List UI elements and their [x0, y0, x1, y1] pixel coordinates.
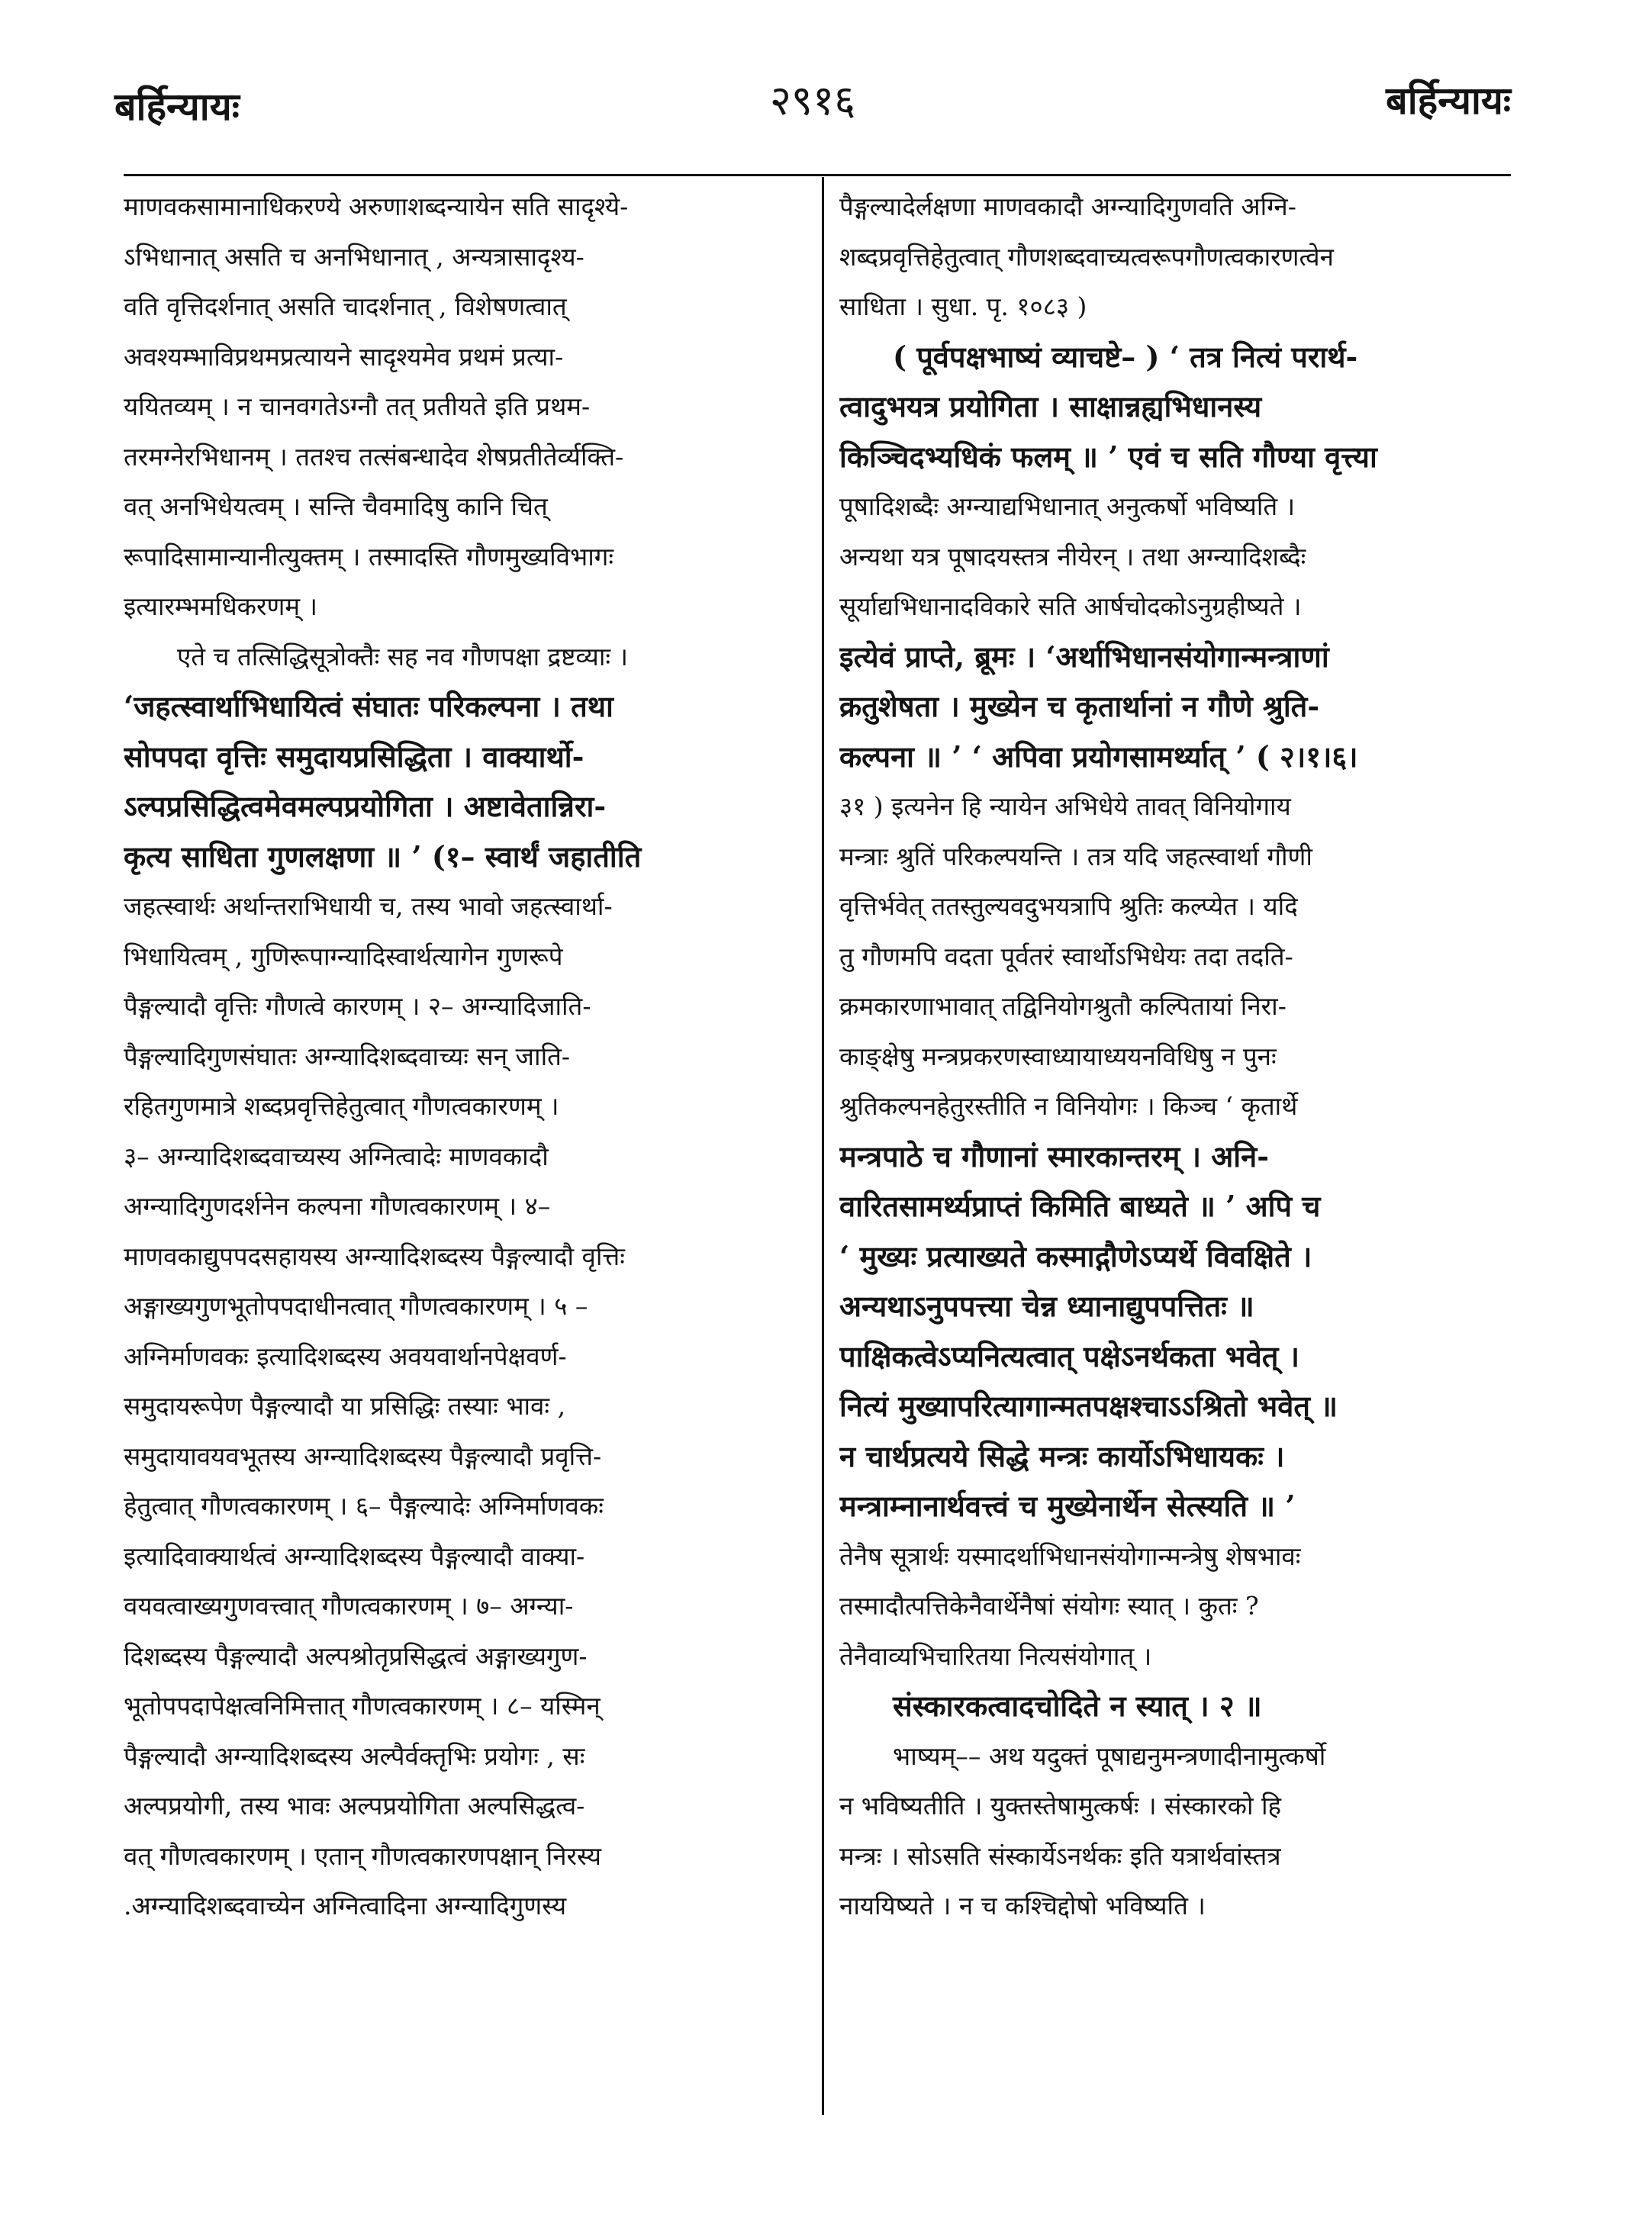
text-line: ३– अग्न्यादिशब्दवाच्यस्य अग्नित्वादेः माणवकादौ	[124, 1141, 549, 1171]
text-line: शब्दप्रवृत्तिहेतुत्वात् गौणशब्दवाच्यत्वरूपगौणत्वकारणत्वेन	[839, 241, 1334, 272]
text-line: अग्न्यादिगुणदर्शनेन कल्पना गौणत्वकारणम् । ४–	[124, 1191, 551, 1221]
verse-line: किञ्चिदभ्यधिकं फलम् ॥ ’ एवं च सति गौण्या वृत्त्या	[839, 439, 1377, 474]
text-line: तु गौणमपि वदता पूर्वतरं स्वार्थोऽभिधेयः तदा तदति-	[839, 941, 1293, 971]
text-line: अङ्गाख्यगुणभूतोपपदाधीनत्वात् गौणत्वकारणम् । ५ –	[124, 1291, 588, 1321]
text-line: अल्पप्रयोगी, तस्य भावः अल्पप्रयोगिता अल्पसिद्धत्व-	[124, 1791, 585, 1821]
verse-line: वारितसामर्थ्यप्राप्तं किमिति बाध्यते ॥ ’ अपि च	[839, 1189, 1321, 1223]
text-line: भिधायित्वम् , गुणिरूपाग्न्यादिस्वार्थत्यागेन गुणरूपे	[124, 941, 563, 971]
text-line: पैङ्गल्यादौ वृत्तिः गौणत्वे कारणम् । २– अग्न्यादिजाति-	[124, 991, 591, 1021]
page-number: २९१६	[769, 76, 856, 124]
verse-line: कृत्य साधिता गुणलक्षणा ॥ ’ (१– स्वार्थं जहातीति	[124, 839, 642, 874]
verse-line: ऽल्पप्रसिद्धित्वमेवमल्पप्रयोगिता । अष्टावेतान्निरा-	[124, 789, 607, 823]
text-line: ऽभिधानात् असति च अनभिधानात् , अन्यत्रासादृश्य-	[124, 241, 584, 272]
text-line: .अग्न्यादिशब्दवाच्येन अग्नित्वादिना अग्न्यादिगुणस्य	[124, 1891, 567, 1920]
text-line: वृत्तिर्भवेत् ततस्तुल्यवदुभयत्रापि श्रुतिः कल्प्येत । यदि	[839, 891, 1298, 921]
text-line: जहत्स्वार्थः अर्थान्तराभिधायी च, तस्य भावो जहत्स्वार्था-	[124, 891, 613, 921]
verse-line: नित्यं मुख्यापरित्यागान्मतपक्षश्चाऽऽश्रितो भवेत् ॥	[839, 1389, 1338, 1423]
text-line: श्रुतिकल्पनहेतुरस्तीति न विनियोगः । किञ्च ‘ कृतार्थे	[839, 1091, 1298, 1121]
column-divider	[822, 177, 824, 2115]
page-header	[114, 70, 1511, 139]
text-line: अग्निर्माणवकः इत्यादिशब्दस्य अवयवार्थानपेक्षवर्ण-	[124, 1341, 567, 1371]
verse-line: पाक्षिकत्वेऽप्यनित्यत्वात् पक्षेऽनर्थकता भवेत् ।	[839, 1338, 1300, 1373]
header-rule	[124, 174, 1511, 176]
sutra-heading: संस्कारकत्वादचोदिते न स्यात् । २ ॥	[893, 1689, 1262, 1723]
text-line: काङ्क्षेषु मन्त्रप्रकरणस्वाध्यायाध्ययनविधिषु न पुनः	[839, 1041, 1277, 1071]
text-line: वयवत्वाख्यगुणवत्त्वात् गौणत्वकारणम् । ७– अग्न्या-	[124, 1591, 574, 1621]
verse-line: मन्त्रपाठे च गौणानां स्मारकान्तरम् । अनि-	[839, 1138, 1270, 1173]
text-line: इत्यादिवाक्यार्थत्वं अग्न्यादिशब्दस्य पैङ्गल्यादौ वाक्या-	[124, 1541, 585, 1571]
running-title-left: बर्हिन्यायः	[114, 84, 240, 129]
text-line: पैङ्गल्यादिगुणसंघातः अग्न्यादिशब्दवाच्यः सन् जाति-	[124, 1041, 571, 1071]
text-line: मन्त्रः । सोऽसति संस्कार्येऽनर्थकः इति यत्रार्थवांस्तत्र	[839, 1840, 1281, 1871]
text-line: रूपादिसामान्यानीत्युक्तम् । तस्मादस्ति गौणमुख्यविभागः	[124, 541, 614, 571]
text-line: नाययिष्यते । न च कश्चिद्दोषो भविष्यति ।	[839, 1891, 1206, 1920]
text-line: वत् गौणत्वकारणम् । एतान् गौणत्वकारणपक्षान् निरस्य	[124, 1840, 602, 1871]
bhashya-line: भाष्यम्–– अथ यदुक्तं पूषाद्यनुमन्त्रणादीनामुत्कर्षो	[893, 1740, 1326, 1771]
text-line: तरमग्नेरभिधानम् । ततश्च तत्संबन्धादेव शेषप्रतीतेर्व्यक्ति-	[124, 441, 624, 472]
verse-line: अन्यथाऽनुपपत्त्या चेन्न ध्यानाद्युपपत्तितः ॥	[839, 1289, 1254, 1323]
text-line: माणवकसामानाधिकरण्ये अरुणाशब्दन्यायेन सति सादृश्ये-	[124, 192, 629, 221]
text-line: पैङ्गल्यादौ अग्न्यादिशब्दस्य अल्पैर्वक्तृभिः प्रयोगः , सः	[124, 1740, 585, 1771]
text-line: पूषादिशब्दैः अग्न्याद्यभिधानात् अनुत्कर्षो भविष्यति ।	[839, 491, 1296, 521]
right-column	[839, 182, 1511, 2120]
verse-line: ‘जहत्स्वार्थाभिधायित्वं संघातः परिकल्पना । तथा	[124, 689, 613, 723]
text-line: सूर्याद्यभिधानादविकारे सति आर्षचोदकोऽनुग्रहीष्यते ।	[839, 591, 1302, 621]
verse-line: ‘ मुख्यः प्रत्याख्यते कस्माद्गौणेऽप्यर्थे विवक्षिते ।	[839, 1238, 1312, 1273]
text-line: दिशब्दस्य पैङ्गल्यादौ अल्पश्रोतृप्रसिद्धत्वं अङ्गाख्यगुण-	[124, 1640, 588, 1671]
text-line: हेतुत्वात् गौणत्वकारणम् । ६– पैङ्गल्यादेः अग्निर्माणवकः	[124, 1491, 604, 1521]
verse-line: ( पूर्वपक्षभाष्यं व्याचष्टे– ) ‘ तत्र नित्यं परार्थ-	[893, 339, 1358, 374]
verse-line: कल्पना ॥ ’ ‘ अपिवा प्रयोगसामर्थ्यात् ’ ( २।१।६।	[839, 739, 1358, 774]
text-line: मन्त्राः श्रुतिं परिकल्पयन्ति । तत्र यदि जहत्स्वार्था गौणी	[839, 841, 1312, 871]
text-line: माणवकाद्युपपदसहायस्य अग्न्यादिशब्दस्य पैङ्गल्यादौ वृत्तिः	[124, 1241, 625, 1271]
text-line: भूतोपपदापेक्षत्वनिमित्तात् गौणत्वकारणम् । ८– यस्मिन्	[124, 1691, 601, 1721]
text-line: अवश्यम्भाविप्रथमप्रत्यायने सादृश्यमेव प्रथमं प्रत्या-	[124, 341, 564, 372]
text-line: ३१ ) इत्यनेन हि न्यायेन अभिधेये तावत् विनियोगाय	[839, 791, 1291, 821]
text-line: समुदायरूपेण पैङ्गल्यादौ या प्रसिद्धिः तस्याः भावः ,	[124, 1391, 566, 1421]
text-line: ययितव्यम् । न चानवगतेऽग्नौ तत् प्रतीयते इति प्रथम-	[124, 391, 591, 421]
text-line: पैङ्गल्यादेर्लक्षणा माणवकादौ अग्न्यादिगुणवति अग्नि-	[839, 192, 1296, 221]
text-line: वत् अनभिधेयत्वम् । सन्ति चैवमादिषु कानि चित्	[124, 491, 548, 521]
text-line: तेनैष सूत्रार्थः यस्मादर्थाभिधानसंयोगान्मन्त्रेषु शेषभावः	[839, 1541, 1301, 1571]
verse-line: न चार्थप्रत्यये सिद्धे मन्त्रः कार्योऽभिधायकः ।	[839, 1438, 1285, 1473]
verse-line: त्वादुभयत्र प्रयोगिता । साक्षान्नह्यभिधानस्य	[839, 389, 1262, 423]
text-line: अन्यथा यत्र पूषादयस्तत्र नीयेरन् । तथा अग्न्यादिशब्दैः	[839, 541, 1306, 571]
text-line: एते च तत्सिद्धिसूत्रोक्तैः सह नव गौणपक्षा द्रष्टव्याः ।	[177, 641, 629, 671]
running-title-right: बर्हिन्यायः	[1386, 78, 1511, 123]
verse-line: मन्त्राम्नानार्थवत्त्वं च मुख्येनार्थेन सेत्स्यति ॥ ’	[839, 1489, 1296, 1523]
text-line: तेनैवाव्यभिचारितया नित्यसंयोगात् ।	[839, 1640, 1152, 1671]
text-line: क्रमकारणाभावात् तद्विनियोगश्रुतौ कल्पितायां निरा-	[839, 991, 1286, 1021]
verse-line: क्रतुशेषता । मुख्येन च कृतार्थानां न गौणे श्रुति-	[839, 689, 1320, 723]
text-line: इत्यारम्भमधिकरणम् ।	[124, 591, 318, 621]
text-line: वति वृत्तिदर्शनात् असति चादर्शनात् , विशेषणत्वात्	[124, 291, 567, 321]
text-line: तस्मादौत्पत्तिकेनैवार्थेनैषां संयोगः स्यात् । कुतः ?	[839, 1591, 1259, 1621]
verse-line: सोपपदा वृत्तिः समुदायप्रसिद्धिता । वाक्यार्थो-	[124, 739, 584, 774]
left-column	[124, 182, 807, 2120]
text-line: साधिता । सुधा. पृ. १०८३ )	[839, 291, 1087, 321]
verse-line: इत्येवं प्राप्ते, ब्रूमः । ‘अर्थाभिधानसंयोगान्मन्त्राणां	[839, 639, 1329, 674]
text-line: न भविष्यतीति । युक्तस्तेषामुत्कर्षः । संस्कारको हि	[839, 1791, 1282, 1821]
text-line: रहितगुणमात्रे शब्दप्रवृत्तिहेतुत्वात् गौणत्वकारणम् ।	[124, 1091, 559, 1121]
text-line: समुदायावयवभूतस्य अग्न्यादिशब्दस्य पैङ्गल्यादौ प्रवृत्ति-	[124, 1441, 602, 1471]
